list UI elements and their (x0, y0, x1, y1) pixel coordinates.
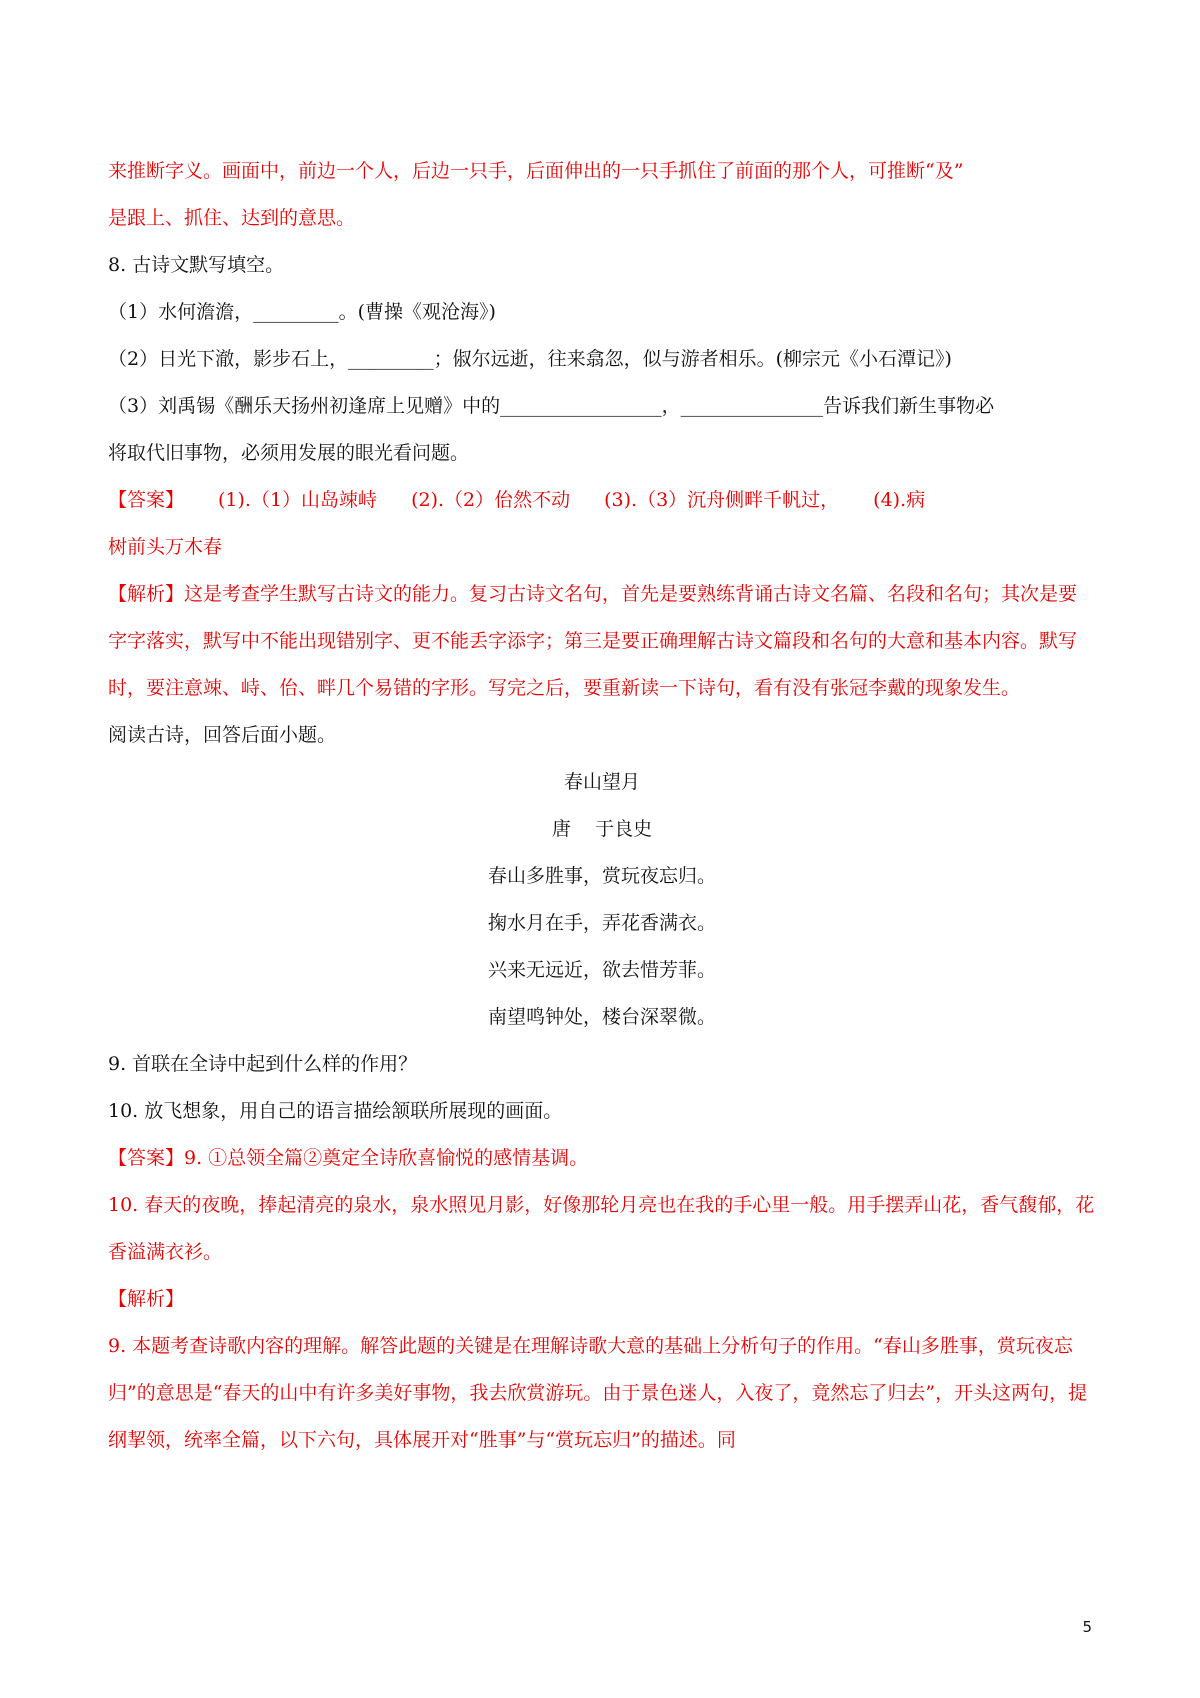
question-10: 10. 放飞想象，用自己的语言描绘颔联所展现的画面。 (108, 1100, 563, 1122)
analysis-9-text: 9. 本题考查诗歌内容的理解。解答此题的关键是在理解诗歌大意的基础上分析句子的作用。“春山多胜事，赏玩夜忘归”的意思是“春天的山中有许多美好事物，我去欣赏游玩。由于景色迷人，入夜了，竟然忘了归去”，开头这两句，提纲挈领，统率全篇，以下六句，具体展开对“胜事”与“赏玩忘归”的描述。同 (108, 1335, 1088, 1451)
question-8-item-3: （3）刘禹锡《酬乐天扬州初逢席上见赠》中的_________________，_______________告诉我们新生事物必 (108, 395, 995, 417)
reading-prompt: 阅读古诗，回答后面小题。 (108, 724, 337, 746)
answer-8-1: (1).（1）山岛竦峙 (218, 489, 378, 511)
poem-line: 兴来无远近，欲去惜芳菲。 (487, 959, 716, 981)
analysis-8-text: 这是考查学生默写古诗文的能力。复习古诗文名句，首先是要熟练背诵古诗文名篇、名段和名句；其次是要字字落实，默写中不能出现错别字、更不能丢字添字；第三是要正确理解古诗文篇段和名句的大意和基本内容。默写时，要注意竦、峙、佁、畔几个易错的字形。写完之后，要重新读一下诗句，看有没有张冠李戴的现象发生。 (108, 583, 1078, 699)
page-number: 5 (1082, 1618, 1092, 1636)
question-8-heading: 8. 古诗文默写填空。 (108, 254, 285, 276)
question-9: 9. 首联在全诗中起到什么样的作用？ (108, 1053, 418, 1075)
poem-line: 掬水月在手，弄花香满衣。 (487, 912, 716, 934)
poem-line: 南望鸣钟处，楼台深翠微。 (487, 1006, 716, 1028)
answer-tag: 【答案】 (108, 489, 185, 511)
answer-8-4-cont: 树前头万木春 (108, 536, 223, 558)
poem-line: 春山多胜事，赏玩夜忘归。 (487, 865, 716, 887)
answer-tag: 【答案】 (108, 1147, 185, 1169)
question-8-item-3-cont: 将取代旧事物，必须用发展的眼光看问题。 (108, 442, 470, 464)
answer-10: 10. 春天的夜晚，捧起清亮的泉水，泉水照见月影，好像那轮月亮也在我的手心里一般。用手摆弄山花，香气馥郁，花香溢满衣衫。 (108, 1194, 1095, 1263)
answer-8 (108, 477, 1096, 524)
analysis-8 (108, 571, 1096, 712)
answer-9-text: 9. ①总领全篇②奠定全诗欣喜愉悦的感情基调。 (184, 1147, 589, 1169)
analysis-tag: 【解析】 (108, 583, 185, 605)
answer-text-line: 来推断字义。画面中，前边一个人，后边一只手，后面伸出的一只手抓住了前面的那个人，可推断“及” (108, 160, 964, 182)
poem-title: 春山望月 (563, 771, 640, 793)
question-8-item-1: （1）水何澹澹，_________。(曹操《观沧海》) (108, 301, 496, 323)
poem-author: 唐 于良史 (551, 818, 653, 840)
analysis-9-10-tag: 【解析】 (108, 1288, 185, 1310)
answer-text-line: 是跟上、抓住、达到的意思。 (108, 207, 356, 229)
question-8-item-2: （2）日光下澈，影步石上，_________；俶尔远逝，往来翕忽，似与游者相乐。(柳宗元《小石潭记》) (108, 348, 952, 370)
answer-8-2: (2).（2）佁然不动 (411, 489, 571, 511)
page-content (108, 148, 1096, 1464)
answer-8-3: (3).（3）沉舟侧畔千帆过， (604, 489, 840, 511)
answer-8-4: (4).病 (873, 489, 926, 511)
answer-9 (108, 1135, 1096, 1182)
